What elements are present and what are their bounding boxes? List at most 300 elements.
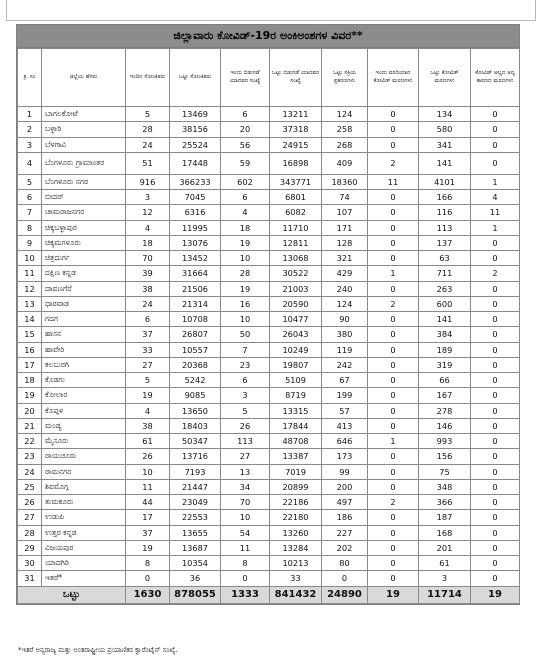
value-cell: 0 xyxy=(368,327,419,342)
district-name-cell: ದಕ್ಷಿಣ ಕನ್ನಡ xyxy=(42,266,126,281)
value-cell: 240 xyxy=(322,281,368,296)
serial-cell: 23 xyxy=(18,449,42,464)
total-value-cell: 1333 xyxy=(221,586,270,603)
value-cell: 137 xyxy=(419,235,471,250)
value-cell: 19 xyxy=(126,540,170,555)
value-cell: 107 xyxy=(322,205,368,220)
value-cell: 0 xyxy=(471,556,520,571)
value-cell: 19 xyxy=(221,235,270,250)
district-name-cell: ತುಮಕೂರು xyxy=(42,495,126,510)
value-cell: 34 xyxy=(221,479,270,494)
value-cell: 70 xyxy=(126,251,170,266)
district-name-cell: ಬೆಳಗಾವಿ xyxy=(42,137,126,152)
value-cell: 0 xyxy=(368,235,419,250)
table-row xyxy=(18,525,520,540)
value-cell: 4 xyxy=(471,190,520,205)
value-cell: 75 xyxy=(419,464,471,479)
value-cell: 366 xyxy=(419,495,471,510)
value-cell: 0 xyxy=(471,152,520,174)
table-row xyxy=(18,373,520,388)
serial-cell: 27 xyxy=(18,510,42,525)
value-cell: 18 xyxy=(126,235,170,250)
value-cell: 263 xyxy=(419,281,471,296)
district-name-cell: ಬೆಂಗಳೂರು ಗ್ರಾಮಾಂತರ xyxy=(42,152,126,174)
value-cell: 0 xyxy=(368,357,419,372)
serial-cell: 2 xyxy=(18,122,42,137)
value-cell: 21003 xyxy=(270,281,322,296)
value-cell: 13655 xyxy=(170,525,221,540)
serial-cell: 11 xyxy=(18,266,42,281)
value-cell: 59 xyxy=(221,152,270,174)
table-row xyxy=(18,556,520,571)
value-cell: 4 xyxy=(221,205,270,220)
district-name-cell: ವಿಜಯಪುರ xyxy=(42,540,126,555)
value-cell: 187 xyxy=(419,510,471,525)
value-cell: 16 xyxy=(221,296,270,311)
district-name-cell: ಹಾವೇರಿ xyxy=(42,342,126,357)
value-cell: 21314 xyxy=(170,296,221,311)
value-cell: 13387 xyxy=(270,449,322,464)
value-cell: 8719 xyxy=(270,388,322,403)
value-cell: 0 xyxy=(368,342,419,357)
district-name-cell: ಚಿಕ್ಕಮಗಳೂರು xyxy=(42,235,126,250)
value-cell: 0 xyxy=(368,571,419,586)
value-cell: 0 xyxy=(471,449,520,464)
district-name-cell: ಉಡುಪಿ xyxy=(42,510,126,525)
table-row xyxy=(18,510,520,525)
value-cell: 4101 xyxy=(419,174,471,189)
serial-cell: 13 xyxy=(18,296,42,311)
value-cell: 20368 xyxy=(170,357,221,372)
table-row xyxy=(18,137,520,152)
value-cell: 18403 xyxy=(170,418,221,433)
value-cell: 26043 xyxy=(270,327,322,342)
value-cell: 61 xyxy=(419,556,471,571)
value-cell: 21506 xyxy=(170,281,221,296)
value-cell: 19 xyxy=(126,388,170,403)
footnote: *ಇತರೆ ಅನ್ಯರಾಜ್ಯ ಮತ್ತು ಅಂತರಾಷ್ಟ್ರೀಯ ಪ್ರಯಾಣಿಕರ ಕ್ವಾರೆಂಟೈನ್ ಸಂಖ್ಯೆ. xyxy=(18,646,178,654)
value-cell: 4 xyxy=(126,403,170,418)
value-cell: 0 xyxy=(471,434,520,449)
serial-cell: 26 xyxy=(18,495,42,510)
value-cell: 11 xyxy=(471,205,520,220)
table-row xyxy=(18,220,520,235)
value-cell: 0 xyxy=(368,190,419,205)
value-cell: 6316 xyxy=(170,205,221,220)
value-cell: 44 xyxy=(126,495,170,510)
value-cell: 57 xyxy=(322,403,368,418)
value-cell: 0 xyxy=(471,418,520,433)
table-row xyxy=(18,174,520,189)
value-cell: 12 xyxy=(126,205,170,220)
serial-cell: 31 xyxy=(18,571,42,586)
value-cell: 189 xyxy=(419,342,471,357)
value-cell: 10477 xyxy=(270,312,322,327)
value-cell: 321 xyxy=(322,251,368,266)
value-cell: 146 xyxy=(419,418,471,433)
value-cell: 13687 xyxy=(170,540,221,555)
value-cell: 13315 xyxy=(270,403,322,418)
table-row xyxy=(18,357,520,372)
value-cell: 173 xyxy=(322,449,368,464)
value-cell: 0 xyxy=(368,122,419,137)
column-header: ಒಟ್ಟು ಬಿಡುಗಡೆ ಯಾದವರ ಸಂಖ್ಯೆ xyxy=(270,49,322,107)
column-header: ಇಂದು ವರದಿಯಾದ ಕೋವಿಡ್ ಮರಣಗಳು xyxy=(368,49,419,107)
value-cell: 0 xyxy=(368,312,419,327)
value-cell: 6 xyxy=(221,190,270,205)
value-cell: 124 xyxy=(322,107,368,122)
district-name-cell: ಧಾರವಾಡ xyxy=(42,296,126,311)
value-cell: 33 xyxy=(126,342,170,357)
serial-cell: 16 xyxy=(18,342,42,357)
value-cell: 54 xyxy=(221,525,270,540)
table-row xyxy=(18,205,520,220)
value-cell: 0 xyxy=(126,571,170,586)
serial-cell: 9 xyxy=(18,235,42,250)
value-cell: 10 xyxy=(221,510,270,525)
district-name-cell: ಚಾಮರಾಜನಗರ xyxy=(42,205,126,220)
value-cell: 38156 xyxy=(170,122,221,137)
value-cell: 23 xyxy=(221,357,270,372)
value-cell: 13076 xyxy=(170,235,221,250)
value-cell: 13068 xyxy=(270,251,322,266)
serial-cell: 7 xyxy=(18,205,42,220)
table-title: ಜಿಲ್ಲಾವಾರು ಕೋವಿಡ್-19ರ ಅಂಕಿಅಂಶಗಳ ವಿವರ** xyxy=(17,25,519,48)
value-cell: 37318 xyxy=(270,122,322,137)
value-cell: 28 xyxy=(126,122,170,137)
value-cell: 0 xyxy=(471,540,520,555)
value-cell: 10708 xyxy=(170,312,221,327)
value-cell: 380 xyxy=(322,327,368,342)
total-value-cell: 24890 xyxy=(322,586,368,603)
value-cell: 168 xyxy=(419,525,471,540)
value-cell: 11710 xyxy=(270,220,322,235)
total-value-cell: 841432 xyxy=(270,586,322,603)
value-cell: 13452 xyxy=(170,251,221,266)
value-cell: 24 xyxy=(126,137,170,152)
value-cell: 3 xyxy=(126,190,170,205)
table-row xyxy=(18,296,520,311)
value-cell: 23049 xyxy=(170,495,221,510)
column-header: ಒಟ್ಟು ಸೋಂಕಿತರು xyxy=(170,49,221,107)
value-cell: 50347 xyxy=(170,434,221,449)
value-cell: 19807 xyxy=(270,357,322,372)
value-cell: 13260 xyxy=(270,525,322,540)
district-table xyxy=(17,48,520,604)
district-name-cell: ದಾವಣಗೆರೆ xyxy=(42,281,126,296)
value-cell: 10 xyxy=(126,464,170,479)
table-row xyxy=(18,464,520,479)
total-label-cell: ಒಟ್ಟು xyxy=(18,586,126,603)
value-cell: 5 xyxy=(221,403,270,418)
value-cell: 37 xyxy=(126,327,170,342)
value-cell: 1 xyxy=(368,434,419,449)
value-cell: 3 xyxy=(221,388,270,403)
top-strip xyxy=(6,0,536,21)
value-cell: 0 xyxy=(471,464,520,479)
value-cell: 0 xyxy=(471,403,520,418)
value-cell: 22180 xyxy=(270,510,322,525)
value-cell: 21447 xyxy=(170,479,221,494)
district-name-cell: ಚಿಕ್ಕಬಳ್ಳಾಪುರ xyxy=(42,220,126,235)
value-cell: 113 xyxy=(221,434,270,449)
value-cell: 268 xyxy=(322,137,368,152)
column-header: ಇಂದು ಬಿಡುಗಡೆ ಯಾದವರ ಸಂಖ್ಯೆ xyxy=(221,49,270,107)
value-cell: 24915 xyxy=(270,137,322,152)
value-cell: 1 xyxy=(471,174,520,189)
value-cell: 61 xyxy=(126,434,170,449)
value-cell: 13211 xyxy=(270,107,322,122)
value-cell: 26 xyxy=(221,418,270,433)
column-header: ಕೋವಿಡ್ ಅಲ್ಲದ ಅನ್ಯ ಕಾರಣದ ಮರಣಗಳು xyxy=(471,49,520,107)
value-cell: 66 xyxy=(419,373,471,388)
serial-cell: 24 xyxy=(18,464,42,479)
value-cell: 0 xyxy=(368,479,419,494)
value-cell: 10 xyxy=(221,312,270,327)
value-cell: 0 xyxy=(471,312,520,327)
table-row xyxy=(18,266,520,281)
column-header: ಇಂದಿನ ಸೋಂಕಿತರು xyxy=(126,49,170,107)
table-row xyxy=(18,540,520,555)
total-value-cell: 11714 xyxy=(419,586,471,603)
value-cell: 0 xyxy=(471,251,520,266)
value-cell: 90 xyxy=(322,312,368,327)
serial-cell: 8 xyxy=(18,220,42,235)
value-cell: 993 xyxy=(419,434,471,449)
serial-cell: 1 xyxy=(18,107,42,122)
value-cell: 26 xyxy=(126,449,170,464)
district-name-cell: ರಾಯಚೂರು xyxy=(42,449,126,464)
value-cell: 141 xyxy=(419,312,471,327)
value-cell: 38 xyxy=(126,281,170,296)
header-row xyxy=(18,49,520,107)
value-cell: 0 xyxy=(322,571,368,586)
value-cell: 0 xyxy=(368,449,419,464)
value-cell: 258 xyxy=(322,122,368,137)
value-cell: 199 xyxy=(322,388,368,403)
value-cell: 33 xyxy=(270,571,322,586)
table-row xyxy=(18,251,520,266)
value-cell: 6082 xyxy=(270,205,322,220)
value-cell: 48708 xyxy=(270,434,322,449)
value-cell: 343771 xyxy=(270,174,322,189)
value-cell: 7 xyxy=(221,342,270,357)
value-cell: 1 xyxy=(471,220,520,235)
value-cell: 7019 xyxy=(270,464,322,479)
value-cell: 2 xyxy=(368,495,419,510)
serial-cell: 25 xyxy=(18,479,42,494)
district-name-cell: ಮಂಡ್ಯ xyxy=(42,418,126,433)
value-cell: 27 xyxy=(221,449,270,464)
value-cell: 341 xyxy=(419,137,471,152)
serial-cell: 10 xyxy=(18,251,42,266)
value-cell: 0 xyxy=(368,388,419,403)
table-row xyxy=(18,403,520,418)
value-cell: 0 xyxy=(471,122,520,137)
value-cell: 0 xyxy=(471,327,520,342)
district-name-cell: ರಾಮನಗರ xyxy=(42,464,126,479)
district-name-cell: ಕೊಪ್ಪಳ xyxy=(42,403,126,418)
value-cell: 80 xyxy=(322,556,368,571)
value-cell: 711 xyxy=(419,266,471,281)
value-cell: 409 xyxy=(322,152,368,174)
table-row xyxy=(18,312,520,327)
district-name-cell: ಕೊಡಗು xyxy=(42,373,126,388)
value-cell: 0 xyxy=(368,556,419,571)
serial-cell: 6 xyxy=(18,190,42,205)
value-cell: 348 xyxy=(419,479,471,494)
value-cell: 0 xyxy=(471,479,520,494)
value-cell: 141 xyxy=(419,152,471,174)
value-cell: 50 xyxy=(221,327,270,342)
table-row xyxy=(18,281,520,296)
value-cell: 17844 xyxy=(270,418,322,433)
value-cell: 0 xyxy=(471,357,520,372)
value-cell: 13469 xyxy=(170,107,221,122)
value-cell: 319 xyxy=(419,357,471,372)
value-cell: 0 xyxy=(471,137,520,152)
value-cell: 37 xyxy=(126,525,170,540)
value-cell: 0 xyxy=(471,296,520,311)
value-cell: 0 xyxy=(471,373,520,388)
value-cell: 22186 xyxy=(270,495,322,510)
value-cell: 6 xyxy=(221,107,270,122)
value-cell: 25524 xyxy=(170,137,221,152)
value-cell: 26807 xyxy=(170,327,221,342)
value-cell: 0 xyxy=(368,540,419,555)
value-cell: 0 xyxy=(471,388,520,403)
table-row xyxy=(18,342,520,357)
value-cell: 27 xyxy=(126,357,170,372)
value-cell: 119 xyxy=(322,342,368,357)
value-cell: 0 xyxy=(368,107,419,122)
value-cell: 5 xyxy=(126,373,170,388)
value-cell: 0 xyxy=(471,107,520,122)
value-cell: 20899 xyxy=(270,479,322,494)
value-cell: 429 xyxy=(322,266,368,281)
value-cell: 11995 xyxy=(170,220,221,235)
value-cell: 0 xyxy=(471,571,520,586)
value-cell: 38 xyxy=(126,418,170,433)
value-cell: 0 xyxy=(368,205,419,220)
serial-cell: 20 xyxy=(18,403,42,418)
total-value-cell: 878055 xyxy=(170,586,221,603)
value-cell: 13284 xyxy=(270,540,322,555)
table-row xyxy=(18,434,520,449)
value-cell: 2 xyxy=(368,296,419,311)
value-cell: 18 xyxy=(221,220,270,235)
value-cell: 56 xyxy=(221,137,270,152)
value-cell: 13 xyxy=(221,464,270,479)
column-header: ಕ್ರ. ಸಂ xyxy=(18,49,42,107)
value-cell: 0 xyxy=(471,342,520,357)
value-cell: 0 xyxy=(471,525,520,540)
value-cell: 11 xyxy=(126,479,170,494)
value-cell: 8 xyxy=(221,556,270,571)
table-row xyxy=(18,571,520,586)
value-cell: 8 xyxy=(126,556,170,571)
value-cell: 0 xyxy=(368,137,419,152)
value-cell: 16898 xyxy=(270,152,322,174)
value-cell: 7045 xyxy=(170,190,221,205)
value-cell: 4 xyxy=(126,220,170,235)
table-row xyxy=(18,107,520,122)
value-cell: 10249 xyxy=(270,342,322,357)
value-cell: 0 xyxy=(368,251,419,266)
serial-cell: 12 xyxy=(18,281,42,296)
value-cell: 0 xyxy=(471,510,520,525)
value-cell: 0 xyxy=(471,235,520,250)
district-name-cell: ಮೈಸೂರು xyxy=(42,434,126,449)
serial-cell: 19 xyxy=(18,388,42,403)
district-name-cell: ಚಿತ್ರದುರ್ಗ xyxy=(42,251,126,266)
value-cell: 13716 xyxy=(170,449,221,464)
table-row xyxy=(18,388,520,403)
district-name-cell: ಯಾದಗಿರಿ xyxy=(42,556,126,571)
value-cell: 0 xyxy=(368,403,419,418)
value-cell: 19 xyxy=(221,281,270,296)
value-cell: 916 xyxy=(126,174,170,189)
table-row xyxy=(18,479,520,494)
serial-cell: 22 xyxy=(18,434,42,449)
value-cell: 113 xyxy=(419,220,471,235)
value-cell: 0 xyxy=(368,281,419,296)
value-cell: 0 xyxy=(368,220,419,235)
value-cell: 167 xyxy=(419,388,471,403)
district-name-cell: ಹಾಸನ xyxy=(42,327,126,342)
value-cell: 5242 xyxy=(170,373,221,388)
table-row xyxy=(18,495,520,510)
value-cell: 20590 xyxy=(270,296,322,311)
total-value-cell: 19 xyxy=(471,586,520,603)
value-cell: 384 xyxy=(419,327,471,342)
column-header: ಒಟ್ಟು ಕೋವಿಡ್ ಮರಣಗಳು xyxy=(419,49,471,107)
serial-cell: 30 xyxy=(18,556,42,571)
district-name-cell: ಬೀದರ್ xyxy=(42,190,126,205)
district-name-cell: ಇತರೆ* xyxy=(42,571,126,586)
column-header: ಒಟ್ಟು ಸಕ್ರಿಯ ಪ್ರಕರಣಗಳು xyxy=(322,49,368,107)
district-name-cell: ಶಿವಮೊಗ್ಗ xyxy=(42,479,126,494)
value-cell: 201 xyxy=(419,540,471,555)
value-cell: 0 xyxy=(471,281,520,296)
table-row xyxy=(18,152,520,174)
serial-cell: 28 xyxy=(18,525,42,540)
value-cell: 20 xyxy=(221,122,270,137)
value-cell: 67 xyxy=(322,373,368,388)
value-cell: 2 xyxy=(368,152,419,174)
value-cell: 0 xyxy=(368,418,419,433)
value-cell: 11 xyxy=(368,174,419,189)
value-cell: 12811 xyxy=(270,235,322,250)
value-cell: 24 xyxy=(126,296,170,311)
value-cell: 580 xyxy=(419,122,471,137)
serial-cell: 17 xyxy=(18,357,42,372)
value-cell: 497 xyxy=(322,495,368,510)
value-cell: 128 xyxy=(322,235,368,250)
value-cell: 7193 xyxy=(170,464,221,479)
value-cell: 39 xyxy=(126,266,170,281)
district-name-cell: ಬಳ್ಳಾರಿ xyxy=(42,122,126,137)
value-cell: 186 xyxy=(322,510,368,525)
value-cell: 171 xyxy=(322,220,368,235)
serial-cell: 18 xyxy=(18,373,42,388)
value-cell: 124 xyxy=(322,296,368,311)
value-cell: 2 xyxy=(471,266,520,281)
value-cell: 17 xyxy=(126,510,170,525)
table-row xyxy=(18,190,520,205)
covid-report-table xyxy=(16,24,520,605)
table-row xyxy=(18,122,520,137)
